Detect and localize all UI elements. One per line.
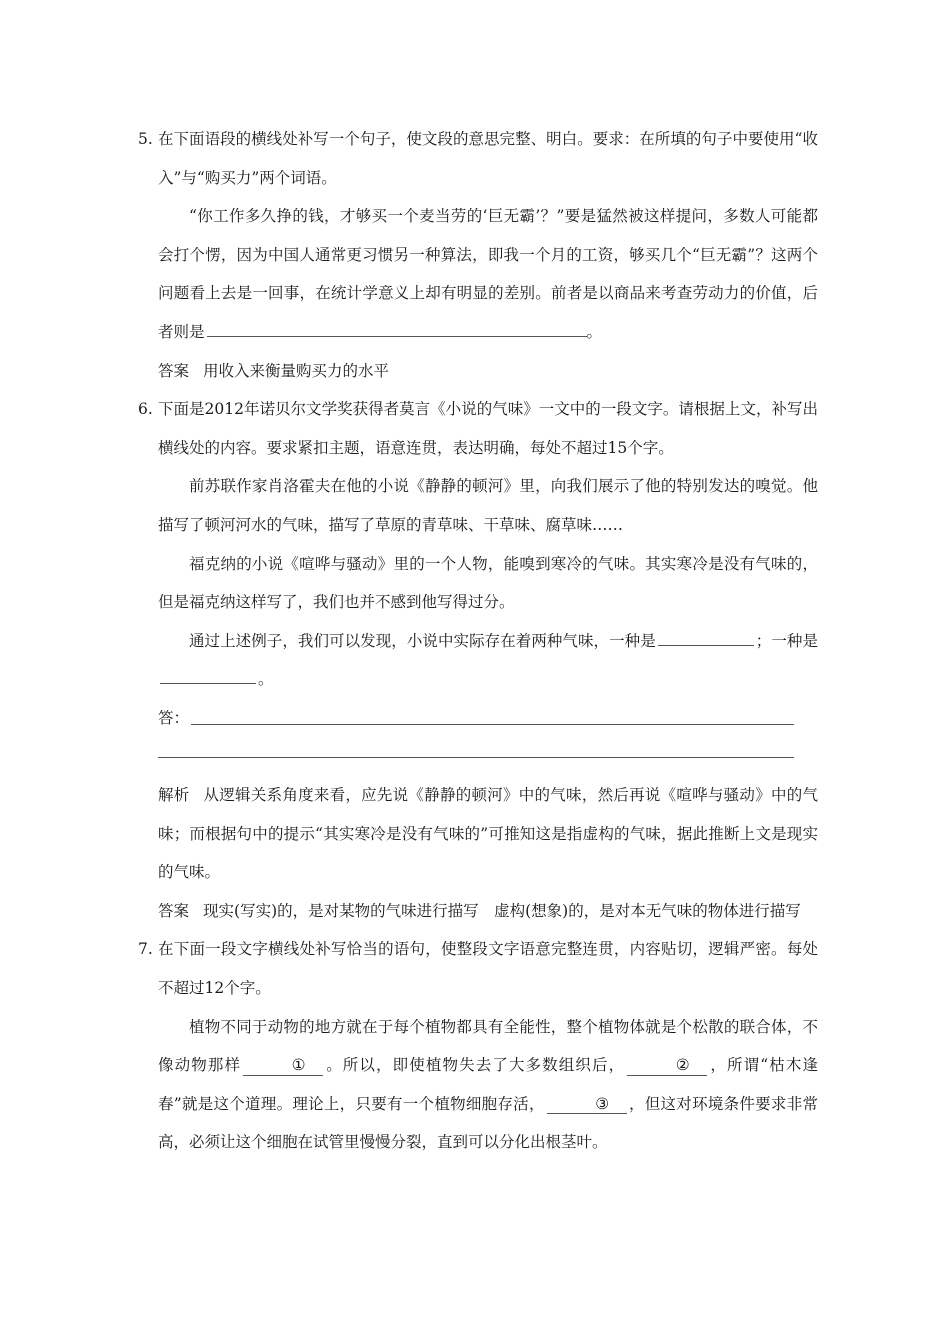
fill-blank[interactable] bbox=[160, 667, 256, 684]
passage-text: 。所以，即使植物失去了大多数组织后， bbox=[325, 1056, 626, 1075]
exercise-content bbox=[138, 120, 818, 1162]
passage-paragraph: 前苏联作家肖洛霍夫在他的小说《静静的顿河》里，向我们展示了他的特别发达的嗅觉。他描写了顿河河水的气味，描写了草原的青草味、干草味、腐草味…… bbox=[158, 477, 818, 534]
question-number: 7. bbox=[138, 940, 153, 959]
analysis-text: 从逻辑关系角度来看，应先说《静静的顿河》中的气味，然后再说《喧哗与骚动》中的气味；而根据句中的提示“其实寒冷是没有气味的”可推知这是指虚构的气味，据此推断上文是现实的气味。 bbox=[158, 786, 818, 882]
passage-text: “你工作多久挣的钱，才够买一个麦当劳的‘巨无霸’？”要是猛然被这样提问，多数人可能都会打个愣，因为中国人通常更习惯另一种算法，即我一个月的工资，够买几个“巨无霸”？这两个问题看上去是一回事，在统计学意义上却有明显的差别。前者是以商品来考查劳动力的价值，后者则是 bbox=[158, 207, 818, 341]
analysis-label: 解析 bbox=[158, 786, 190, 805]
answer-area bbox=[138, 699, 818, 738]
passage-text: 。 bbox=[586, 322, 603, 341]
question-7 bbox=[138, 930, 818, 1007]
passage-paragraph bbox=[138, 197, 818, 351]
answer-line-blank[interactable] bbox=[158, 756, 794, 758]
question-5 bbox=[138, 120, 818, 197]
passage-text: ，但这对环境条件要求非常高，必须让这个细胞在试管里慢慢分裂，直到可以分化出根茎叶。 bbox=[158, 1094, 818, 1152]
answer-label: 答案 bbox=[158, 361, 190, 380]
fill-blank[interactable] bbox=[658, 628, 754, 645]
question-number: 6. bbox=[138, 400, 153, 419]
question-prompt: 下面是2012年诺贝尔文学奖获得者莫言《小说的气味》一文中的一段文字。请根据上文，补写出横线处的内容。要求紧扣主题，语意连贯，表达明确，每处不超过15个字。 bbox=[158, 400, 818, 457]
question-6 bbox=[138, 390, 818, 467]
answer-text: 用收入来衡量购买力的水平 bbox=[203, 361, 390, 380]
question-number: 5. bbox=[138, 130, 153, 148]
passage-text: ，所谓“枯木逢春”就是这个道理。理论上，只要有一个植物细胞存活， bbox=[158, 1056, 818, 1113]
answer-label: 答案 bbox=[158, 901, 190, 920]
answer-text: 现实(写实)的，是对某物的气味进行描写 虚构(想象)的，是对本无气味的物体进行描写 bbox=[203, 901, 801, 920]
answer-line bbox=[138, 352, 818, 391]
passage-paragraph bbox=[138, 622, 818, 699]
numbered-blank-1[interactable]: ① bbox=[243, 1056, 323, 1076]
numbered-blank-3[interactable]: ③ bbox=[547, 1095, 627, 1115]
question-prompt: 在下面语段的横线处补写一个句子，使文段的意思完整、明白。要求：在所填的句子中要使用“收入”与“购买力”两个词语。 bbox=[158, 130, 818, 187]
numbered-blank-2[interactable]: ② bbox=[627, 1056, 707, 1076]
passage-paragraph bbox=[138, 1008, 818, 1162]
passage-text: ；一种是 bbox=[755, 631, 818, 650]
answer-line bbox=[138, 892, 818, 931]
fill-blank[interactable] bbox=[207, 320, 587, 337]
answer-area-second bbox=[138, 738, 794, 777]
passage-text: 通过上述例子，我们可以发现，小说中实际存在着两种气味，一种是 bbox=[189, 631, 656, 650]
analysis bbox=[138, 776, 818, 892]
passage-text: 植物不同于动物的地方就在于每个植物都具有全能性，整个植物体就是个松散的联合体，不像动物那样 bbox=[158, 1017, 818, 1075]
passage-text: 。 bbox=[258, 670, 274, 689]
answer-prompt: 答： bbox=[158, 708, 190, 727]
answer-line-blank[interactable] bbox=[191, 723, 794, 725]
question-prompt: 在下面一段文字横线处补写恰当的语句，使整段文字语意完整连贯，内容贴切，逻辑严密。每处不超过12个字。 bbox=[158, 940, 818, 998]
passage-paragraph: 福克纳的小说《喧哗与骚动》里的一个人物，能嗅到寒冷的气味。其实寒冷是没有气味的，但是福克纳这样写了，我们也并不感到他写得过分。 bbox=[158, 554, 818, 612]
